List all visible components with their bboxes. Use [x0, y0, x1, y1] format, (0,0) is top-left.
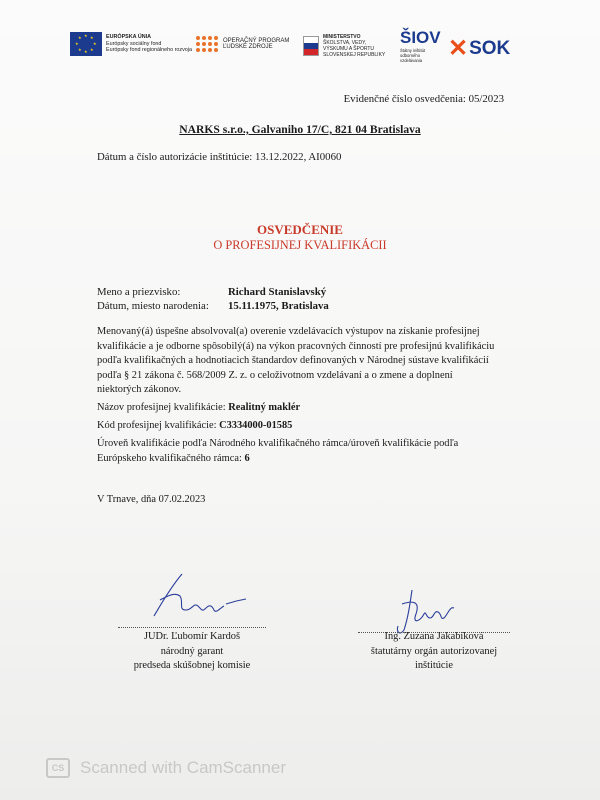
- statement-line: Menovaný(á) úspešne absolvoval(a) overenie vzdelávacích výstupov na získanie profesijnej: [97, 326, 480, 337]
- qualification-level-label: Európskeho kvalifikačného rámca:: [97, 453, 245, 464]
- qualification-name-value: Realitný maklér: [228, 402, 301, 413]
- siov-line-3: vzdelávania: [400, 58, 423, 63]
- ministry-line-4: SLOVENSKEJ REPUBLIKY: [323, 52, 386, 58]
- qualification-code-label: Kód profesijnej kvalifikácie:: [97, 420, 220, 431]
- page-subtitle: O PROFESIJNEJ KVALIFIKÁCII: [213, 238, 387, 252]
- ministry-logo: [303, 34, 385, 58]
- qualification-code-row: [97, 418, 292, 433]
- birth-value: 15.11.1975, Bratislava: [228, 300, 329, 312]
- qualification-level-row: [97, 451, 250, 466]
- sok-logo: [448, 34, 510, 63]
- siov-line-2: odborného: [400, 53, 421, 58]
- camscanner-logo-icon: CS: [46, 758, 70, 778]
- siov-line-1: Štátny inštitút: [400, 48, 426, 53]
- statement-line: niektorých zákonov.: [97, 384, 182, 396]
- name-label: Meno a priezvisko:: [97, 286, 181, 298]
- eu-title: EURÓPSKA ÚNIA: [106, 34, 152, 41]
- qualification-level-line-1: Úroveň kvalifikácie podľa Národného kvalifikačného rámca/úroveň kvalifikácie podľa: [97, 438, 459, 449]
- logo-bar: [0, 28, 600, 78]
- eu-line-1: Európsky sociálny fond: [106, 40, 162, 47]
- signatory-right-name: Ing. Zuzana Jakabíková: [384, 631, 484, 642]
- qualification-code-value: C3334000-01585: [219, 420, 293, 431]
- op-dots-icon: [196, 36, 218, 52]
- op-line-1: OPERAČNÝ PROGRAM: [223, 37, 290, 44]
- watermark-text: Scanned with CamScanner: [80, 758, 287, 777]
- ministry-line-2: ŠKOLSTVA, VEDY,: [323, 40, 367, 46]
- authorization-info: Dátum a číslo autorizácie inštitúcie: 13.12.2022, AI0060: [97, 151, 342, 163]
- qualification-name-row: [97, 400, 300, 415]
- signature-line-left: [118, 627, 266, 628]
- statement-line: podľa kvalifikačných a hodnotiacich štandardov definovaných v Národnej sústave kvalifikácií: [97, 355, 489, 367]
- eu-logo: [70, 32, 192, 56]
- statement-paragraph: [97, 325, 503, 398]
- institution-address: NARKS s.r.o., Galvaniho 17/C, 821 04 Bratislava: [179, 123, 421, 136]
- op-logo: [196, 36, 289, 52]
- signatory-left-role-2: predseda skúšobnej komisie: [133, 660, 251, 672]
- slovak-coat-of-arms-icon: [303, 36, 319, 56]
- qualification-level-value: 6: [244, 453, 250, 464]
- signatory-left-role-1: národný garant: [160, 645, 224, 657]
- ministry-line-1: MINISTERSTVO: [323, 34, 361, 40]
- birth-label: Dátum, miesto narodenia:: [97, 300, 209, 312]
- signatory-right-role-1: štatutárny orgán autorizovanej: [370, 645, 498, 657]
- siov-name: ŠIOV: [400, 28, 441, 47]
- camscanner-watermark: [46, 758, 286, 778]
- eu-line-2: Európsky fond regionálneho rozvoja: [106, 47, 193, 54]
- siov-logo: [400, 28, 441, 63]
- eu-flag-icon: ★ ★ ★ ★ ★ ★ ★ ★: [70, 32, 102, 56]
- signatory-right: [342, 630, 526, 674]
- name-value: Richard Stanislavský: [228, 286, 327, 298]
- signatory-left-name: JUDr. Ľubomír Kardoš: [143, 631, 241, 642]
- op-line-2: ĽUDSKÉ ZDROJE: [223, 44, 273, 50]
- certificate-number: Evidenčné číslo osvedčenia: 05/2023: [343, 93, 504, 105]
- qualification-name-label: Názov profesijnej kvalifikácie:: [97, 402, 229, 413]
- page-title: OSVEDČENIE: [257, 222, 343, 237]
- ministry-line-3: VÝSKUMU A ŠPORTU: [323, 46, 375, 52]
- sok-name: SOK: [469, 37, 511, 59]
- signatory-right-role-2: inštitúcie: [414, 660, 454, 672]
- statement-line: podľa § 21 zákona č. 568/2009 Z. z. o celoživotnom vzdelávaní a o zmene a doplnení: [97, 369, 453, 381]
- statement-line: kvalifikácie a je odborne spôsobilý(á) na výkon pracovných činností pre profesijnú kvalifikáciu: [97, 340, 495, 352]
- place-and-date: V Trnave, dňa 07.02.2023: [97, 494, 206, 505]
- sok-mark-icon: ✕: [448, 35, 469, 62]
- signatory-left: [100, 630, 284, 674]
- signature-left-icon: [140, 566, 250, 626]
